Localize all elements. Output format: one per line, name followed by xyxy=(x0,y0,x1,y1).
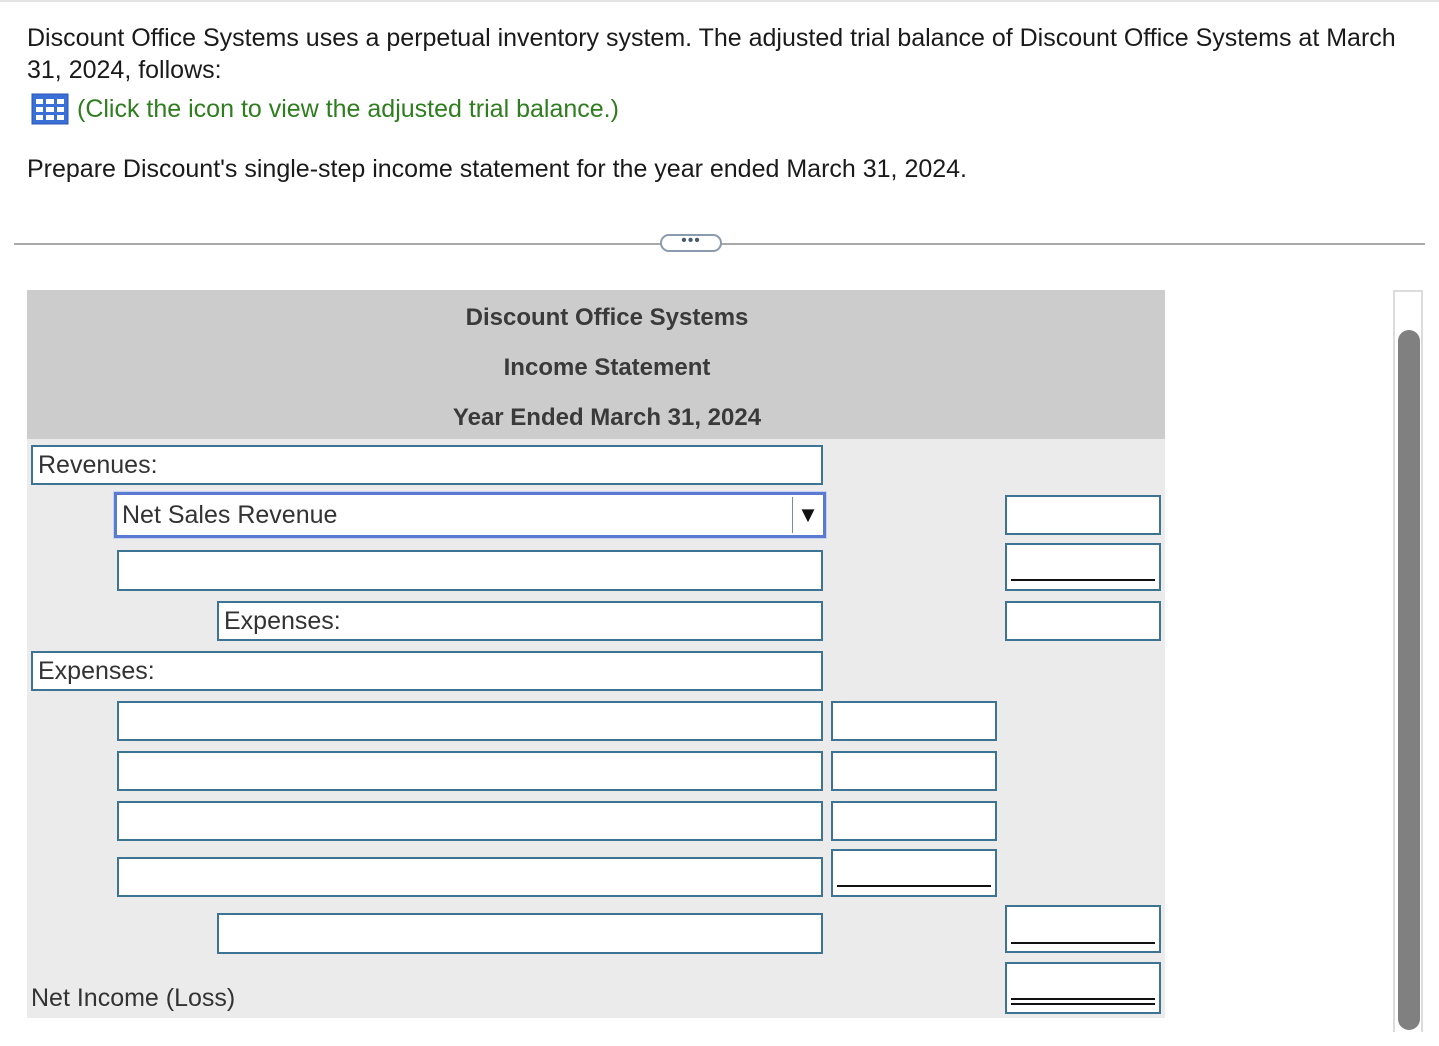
expense-account-input[interactable] xyxy=(117,801,823,841)
double-underline-top xyxy=(1011,998,1155,1000)
expense-account-input[interactable] xyxy=(117,857,823,897)
trial-balance-link-text[interactable]: (Click the icon to view the adjusted trial balance.) xyxy=(77,94,619,123)
expense-amount-input[interactable] xyxy=(831,801,997,841)
statement-title: Income Statement xyxy=(503,354,711,381)
double-underline-bottom xyxy=(1011,1003,1155,1005)
total-expenses-amount-input[interactable] xyxy=(1005,905,1161,953)
expense-amount-input[interactable] xyxy=(831,701,997,741)
expense-account-input[interactable] xyxy=(117,751,823,791)
trial-balance-link[interactable] xyxy=(31,93,619,125)
revenue-amount-input-2[interactable] xyxy=(1005,543,1161,591)
expense-amount-input[interactable] xyxy=(831,849,997,897)
net-income-amount-input[interactable] xyxy=(1005,962,1161,1014)
total-revenues-label-field[interactable]: Expenses: xyxy=(217,601,823,641)
grid-table-icon[interactable] xyxy=(31,93,69,125)
company-name: Discount Office Systems xyxy=(465,304,749,331)
intro-text: Discount Office Systems uses a perpetual inventory system. The adjusted trial balance of Discount Office Systems at March 31, 2024, follows: xyxy=(27,24,1396,84)
statement-header xyxy=(27,290,1165,439)
statement-period: Year Ended March 31, 2024 xyxy=(452,404,762,431)
expenses-label-field[interactable]: Expenses: xyxy=(31,651,823,691)
scrollbar-thumb[interactable] xyxy=(1398,330,1420,1030)
question-prompt: Prepare Discount's single-step income statement for the year ended March 31, 2024. xyxy=(27,155,968,183)
revenue-account-input-2[interactable] xyxy=(117,550,823,591)
expense-amount-input[interactable] xyxy=(831,751,997,791)
total-revenues-amount-input[interactable] xyxy=(1005,601,1161,641)
total-expenses-label-field[interactable] xyxy=(217,913,823,954)
expand-more-button[interactable]: ••• xyxy=(660,234,722,252)
net-income-label: Net Income (Loss) xyxy=(31,984,236,1012)
revenues-label-field[interactable]: Revenues: xyxy=(31,445,823,485)
expense-account-input[interactable] xyxy=(117,701,823,741)
revenue-amount-input[interactable] xyxy=(1005,495,1161,535)
dropdown-arrow-icon[interactable]: ▼ xyxy=(792,497,823,533)
revenue-account-select[interactable] xyxy=(114,492,826,538)
revenue-select-value: Net Sales Revenue xyxy=(122,500,338,529)
single-underline xyxy=(1011,579,1155,581)
single-underline xyxy=(837,885,991,887)
single-underline xyxy=(1011,942,1155,944)
top-border xyxy=(0,0,1439,2)
